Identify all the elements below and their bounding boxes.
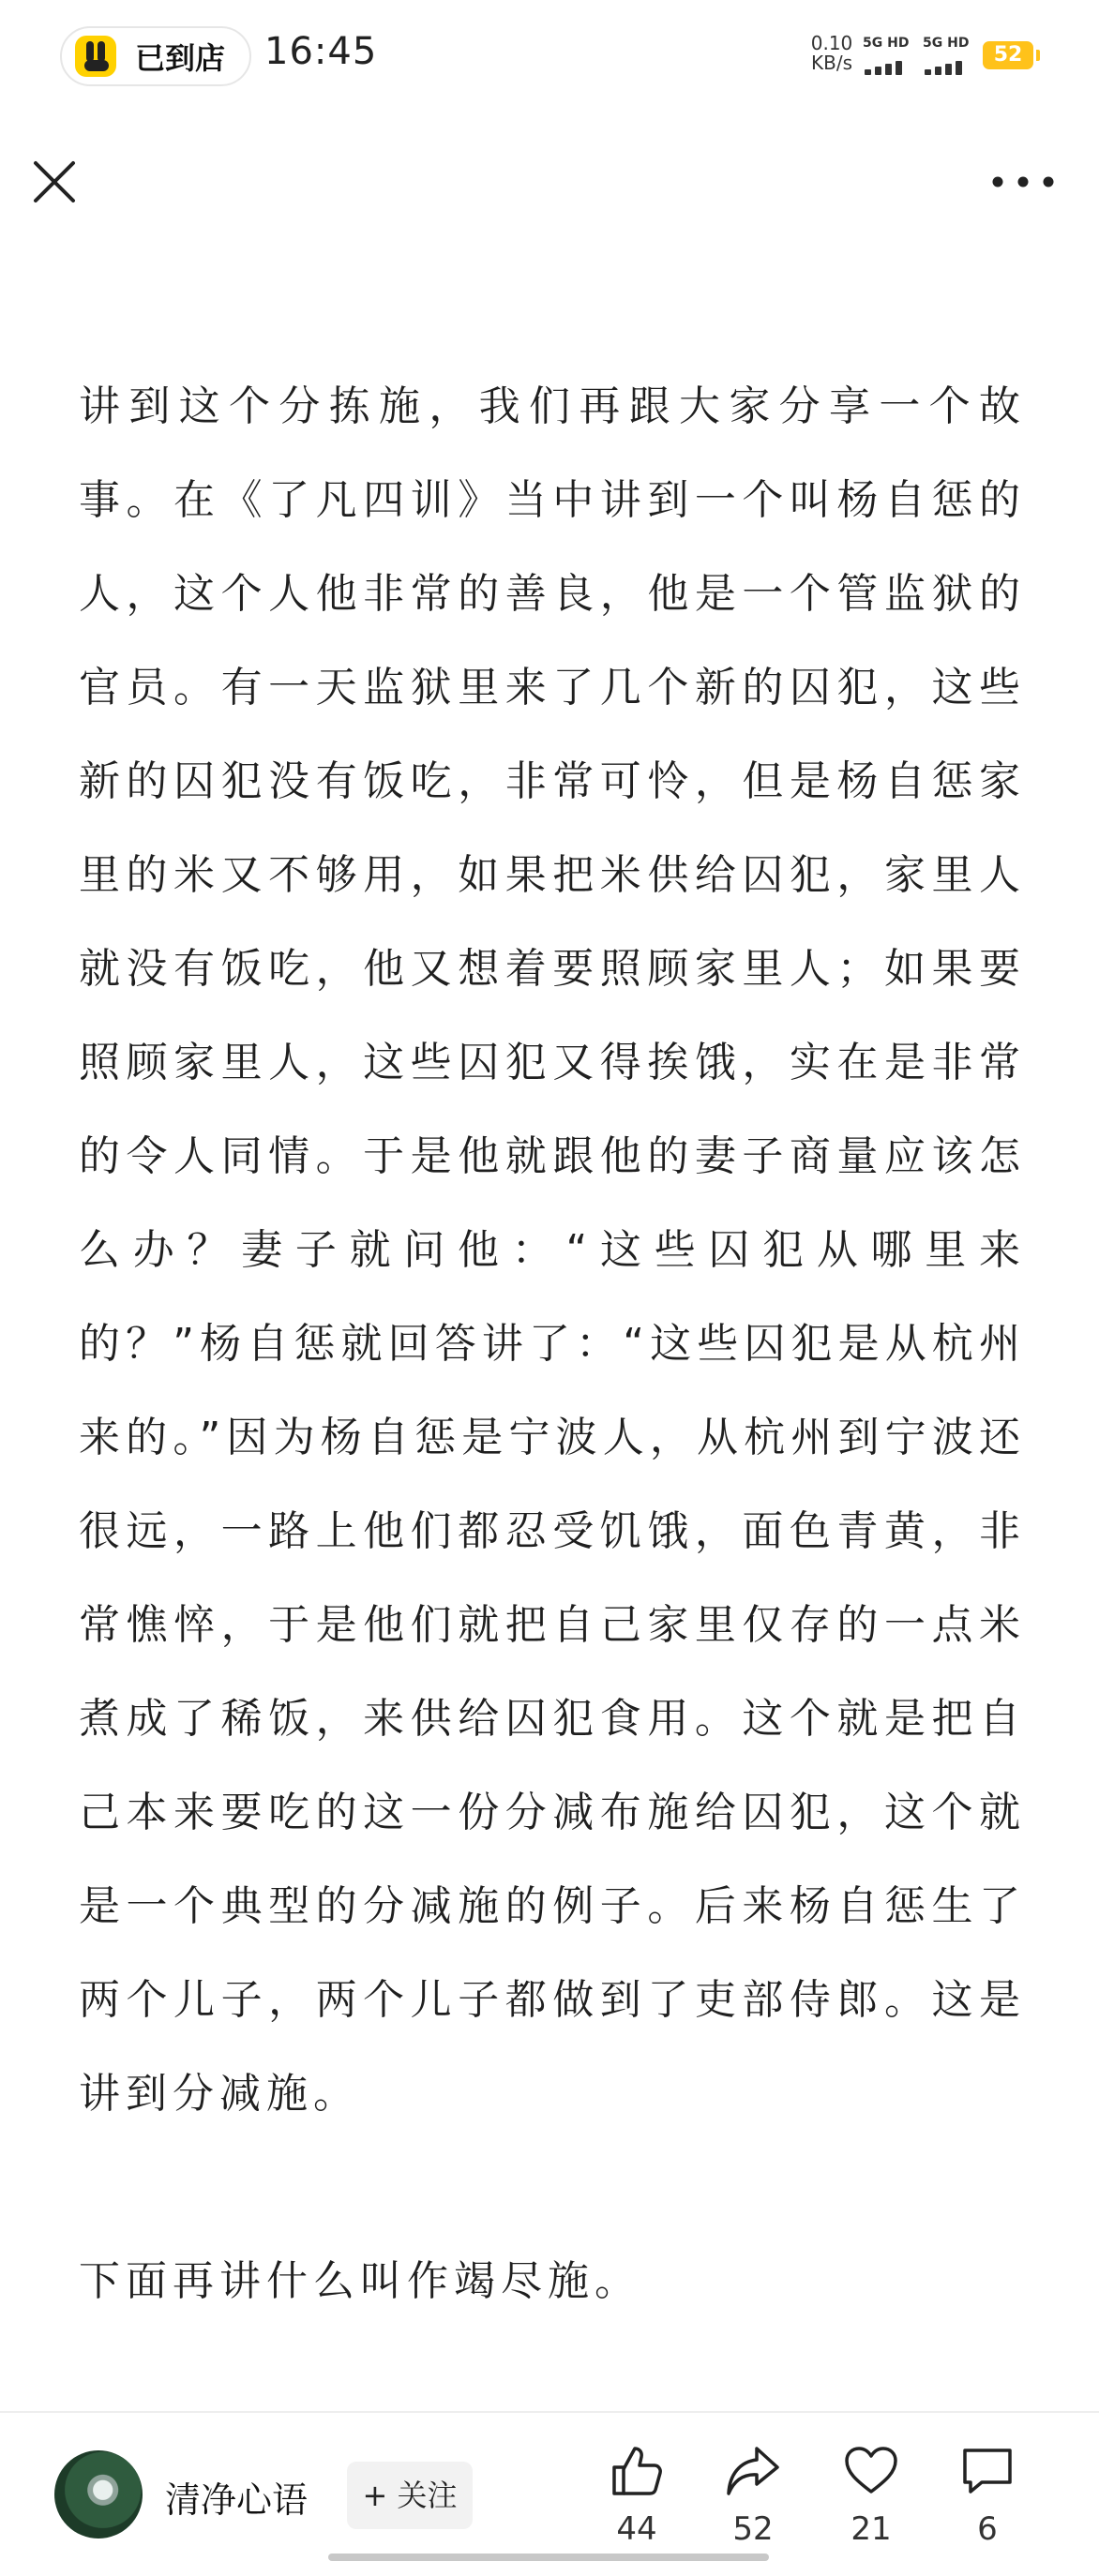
like-button[interactable]: [595, 2441, 679, 2563]
share-icon: [723, 2441, 783, 2501]
more-options-button[interactable]: [988, 154, 1058, 210]
sim2-label: 5G HD: [923, 36, 970, 51]
comment-icon: [957, 2441, 1017, 2501]
status-bar: [0, 0, 1099, 112]
clock: 16:45: [264, 30, 378, 73]
more-icon: [988, 154, 1058, 210]
top-nav: [0, 131, 1099, 234]
sim1-label: 5G HD: [863, 36, 910, 51]
store-logo-icon: [75, 36, 116, 77]
follow-button[interactable]: + 关注: [347, 2462, 473, 2529]
battery-icon: 52: [983, 41, 1033, 69]
like-count: 44: [616, 2510, 657, 2548]
share-count: 52: [732, 2510, 774, 2548]
article-body: [79, 234, 1026, 2329]
comment-count: 6: [977, 2510, 998, 2548]
thumbs-up-icon: [607, 2441, 667, 2501]
network-speed-value: 0.10: [810, 32, 853, 54]
favorite-count: 21: [851, 2510, 892, 2548]
signal-sim1-icon: [863, 36, 915, 77]
author-name[interactable]: 清净心语: [165, 2479, 309, 2521]
favorite-button[interactable]: [829, 2441, 913, 2563]
author-avatar[interactable]: [54, 2450, 143, 2539]
comment-button[interactable]: [945, 2441, 1030, 2563]
bottom-action-bar: [0, 2411, 1099, 2576]
store-status-pill[interactable]: [60, 26, 251, 86]
network-speed-unit: KB/s: [811, 52, 852, 74]
share-button[interactable]: [711, 2441, 795, 2563]
heart-icon: [841, 2441, 901, 2501]
article-paragraph: 讲到这个分拣施，我们再跟大家分享一个故事。在《了凡四训》当中讲到一个叫杨自惩的人，这个人他非常的善良，他是一个管监狱的官员。有一天监狱里来了几个新的囚犯，这些新的囚犯没有饭吃，非常可怜，但是杨自惩家里的米又不够用，如果把米供给囚犯，家里人就没有饭吃，他又想着要照顾家里人；如果要照顾家里人，这些囚犯又得挨饿，实在是非常的令人同情。于是他就跟他的妻子商量应该怎么办？妻子就问他：“这些囚犯从哪里来的？”杨自惩就回答讲了：“这些囚犯是从杭州来的。”因为杨自惩是宁波人，从杭州到宁波还很远，一路上他们都忍受饥饿，面色青黄，非常憔悴，于是他们就把自己家里仅存的一点米煮成了稀饭，来供给囚犯食用。这个就是把自己本来要吃的这一份分减布施给囚犯，这个就是一个典型的分减施的例子。后来杨自惩生了两个儿子，两个儿子都做到了吏部侍郎。这是讲到分减施。: [79, 382, 1026, 2118]
network-speed: [805, 34, 859, 73]
article-paragraph: 下面再讲什么叫作竭尽施。: [79, 2257, 641, 2305]
close-icon: [26, 154, 83, 210]
signal-sim2-icon: [923, 36, 975, 77]
home-indicator[interactable]: [328, 2554, 769, 2561]
store-status-label: 已到店: [135, 40, 226, 76]
close-button[interactable]: [26, 154, 83, 210]
